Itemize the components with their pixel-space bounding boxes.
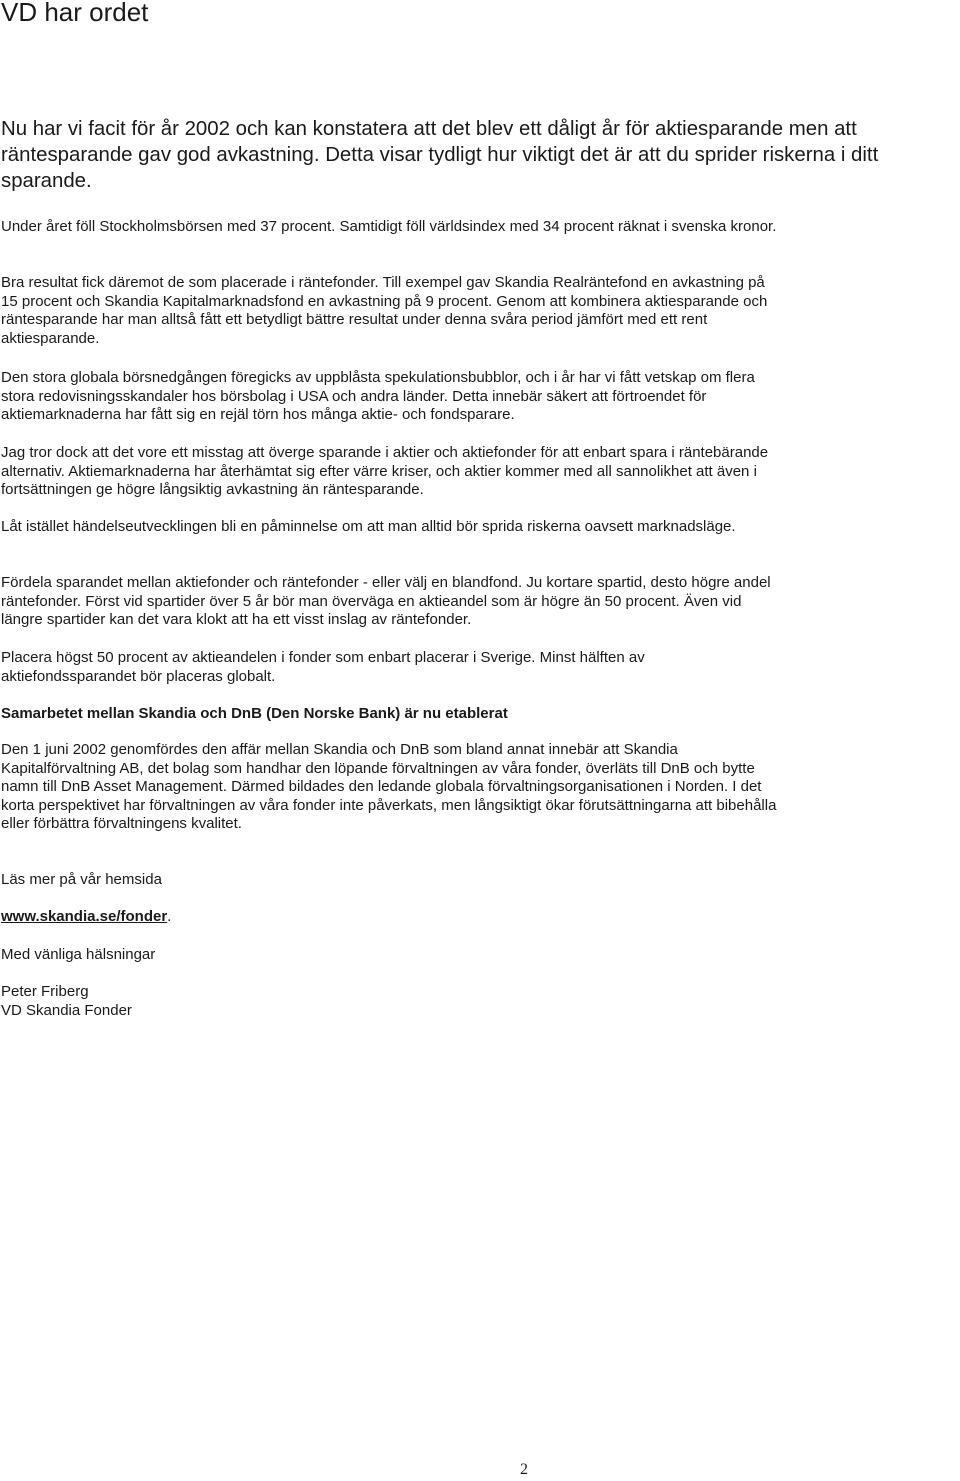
signature-role: VD Skandia Fonder	[1, 1002, 132, 1019]
page-number: 2	[520, 1461, 528, 1478]
paragraph-spread-risk: Låt istället händelseutvecklingen bli en påminnelse om att man alltid bör sprida riskerna oavsett marknadsläge.	[1, 518, 736, 535]
intro-paragraph: Nu har vi facit för år 2002 och kan konstatera att det blev ett dåligt år för aktiesparande men att räntesparande gav god avkastning. Detta visar tydligt hur viktigt det är att du sprider riskerna i ditt sparande.	[1, 118, 879, 192]
paragraph-global-decline: Den stora globala börsnedgången föregicks av uppblåsta spekulationsbubblor, och i år har vi fått vetskap om flera stora redovisningsskandaler hos börsbolag i USA och andra länder. Detta innebär säkert att förtroendet för aktiemarknaderna har fått sig en rejäl törn hos många aktie- och fondsparare.	[1, 369, 755, 423]
paragraph-stockholm-fall: Under året föll Stockholmsbörsen med 37 procent. Samtidigt föll världsindex med 34 procent räknat i svenska kronor.	[1, 218, 777, 235]
paragraph-global-placement: Placera högst 50 procent av aktieandelen i fonder som enbart placerar i Sverige. Minst hälften av aktiefondssparandet bör placeras globalt.	[1, 649, 645, 685]
link-suffix: .	[167, 908, 172, 925]
website-link[interactable]: www.skandia.se/fonder	[1, 908, 168, 925]
website-line	[1, 908, 781, 927]
paragraph-skandia-dnb: Den 1 juni 2002 genomfördes den affär mellan Skandia och DnB som bland annat innebär att Skandia Kapitalförvaltning AB, det bolag som handhar den löpande förvaltningen av våra fonder, överläts till DnB och bytte namn till DnB Asset Management. Därmed bildades den ledande globala förvaltningsorganisationen i Norden. I det korta perspektivet har förvaltningen av våra fonder inte påverkats, men långsiktigt ökar förutsättningarna att bibehålla eller förbättra förvaltningens kvalitet.	[1, 741, 777, 832]
section-heading: Samarbetet mellan Skandia och DnB (Den Norske Bank) är nu etablerat	[1, 705, 508, 722]
paragraph-stock-outlook: Jag tror dock att det vore ett misstag att överge sparande i aktier och aktiefonder för att enbart spara i räntebärande alternativ. Aktiemarknaderna har återhämtat sig efter värre kriser, och aktier kommer med all sannolikhet att även i fortsättningen ge högre långsiktig avkastning än räntesparande.	[1, 444, 769, 498]
paragraph-allocation-advice: Fördela sparandet mellan aktiefonder och räntefonder - eller välj en blandfond. Ju kortare spartid, desto högre andel räntefonder. Först vid spartider över 5 år bör man överväga en aktieandel som är högre än 50 procent. Även vid längre spartider kan det vara klokt att ha ett visst inslag av räntefonder.	[1, 574, 771, 628]
paragraph-interest-funds: Bra resultat fick däremot de som placerade i räntefonder. Till exempel gav Skandia Realräntefond en avkastning på 15 procent och Skandia Kapitalmarknadsfond en avkastning på 9 procent. Genom att kombinera aktiesparande och räntesparande har man alltså fått ett betydligt bättre resultat under denna svåra period jämfört med ett rent aktiesparande.	[1, 274, 768, 347]
page-title: VD har ordet	[1, 0, 149, 27]
read-more-text: Läs mer på vår hemsida	[1, 871, 162, 888]
signature-name: Peter Friberg	[1, 983, 89, 1000]
greeting: Med vänliga hälsningar	[1, 946, 156, 963]
